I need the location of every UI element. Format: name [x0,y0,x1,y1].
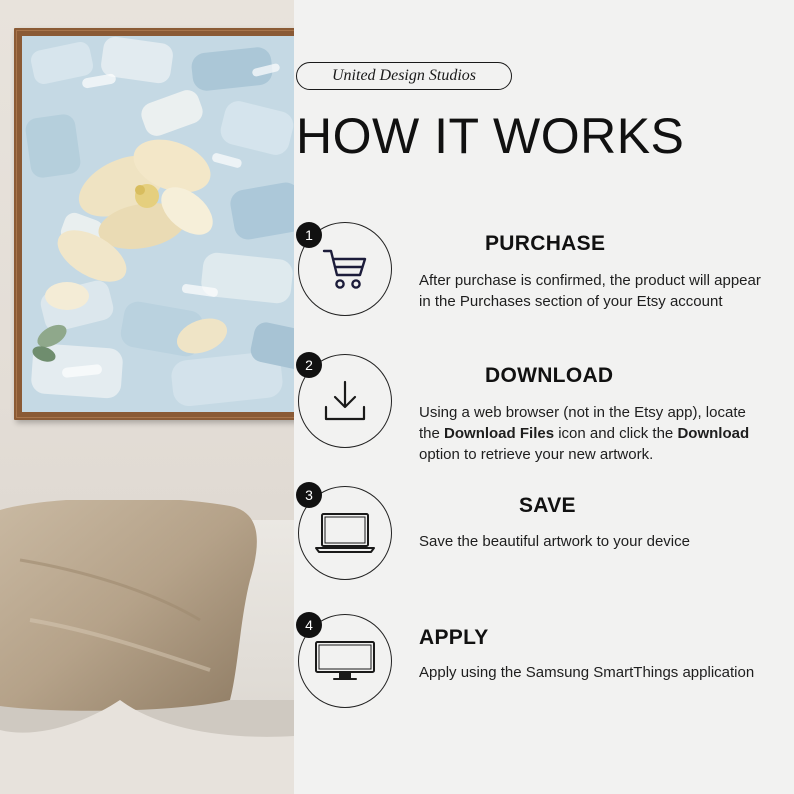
shopping-cart-icon [322,247,368,291]
download-icon [322,379,368,423]
step-1-heading: PURCHASE [485,232,606,255]
step-2-heading: DOWNLOAD [485,364,614,387]
step-3-heading: SAVE [519,494,576,517]
page-title: HOW IT WORKS [296,108,685,164]
step-3-number-badge: 3 [296,482,322,508]
room-photo [0,0,294,794]
step-2-text-part: Using a web browser (not in the Etsy app), locate the [419,404,746,442]
brand-badge [296,62,512,90]
download-files-emphasis: Download Files [444,425,555,442]
step-2-number-badge: 2 [296,352,322,378]
sofa-with-cushion [0,500,294,794]
brand-name: United Design Studios [332,67,476,84]
tv-icon [314,640,376,682]
step-4-number-badge: 4 [296,612,322,638]
download-emphasis: Download [677,425,750,442]
step-4-heading: APPLY [419,626,489,649]
step-2-text-part: option to retrieve your new artwork. [419,446,654,463]
step-1-description: After purchase is confirmed, the product will appear in the Purchases section of your Etsy account [419,272,761,310]
step-3-description: Save the beautiful artwork to your device [419,533,690,550]
step-4-description: Apply using the Samsung SmartThings application [419,664,755,681]
laptop-icon [314,512,376,554]
floral-painting [22,36,294,412]
step-1-number-badge: 1 [296,222,322,248]
step-2-description [419,402,764,465]
step-2-text-part: icon and click the [554,425,678,442]
